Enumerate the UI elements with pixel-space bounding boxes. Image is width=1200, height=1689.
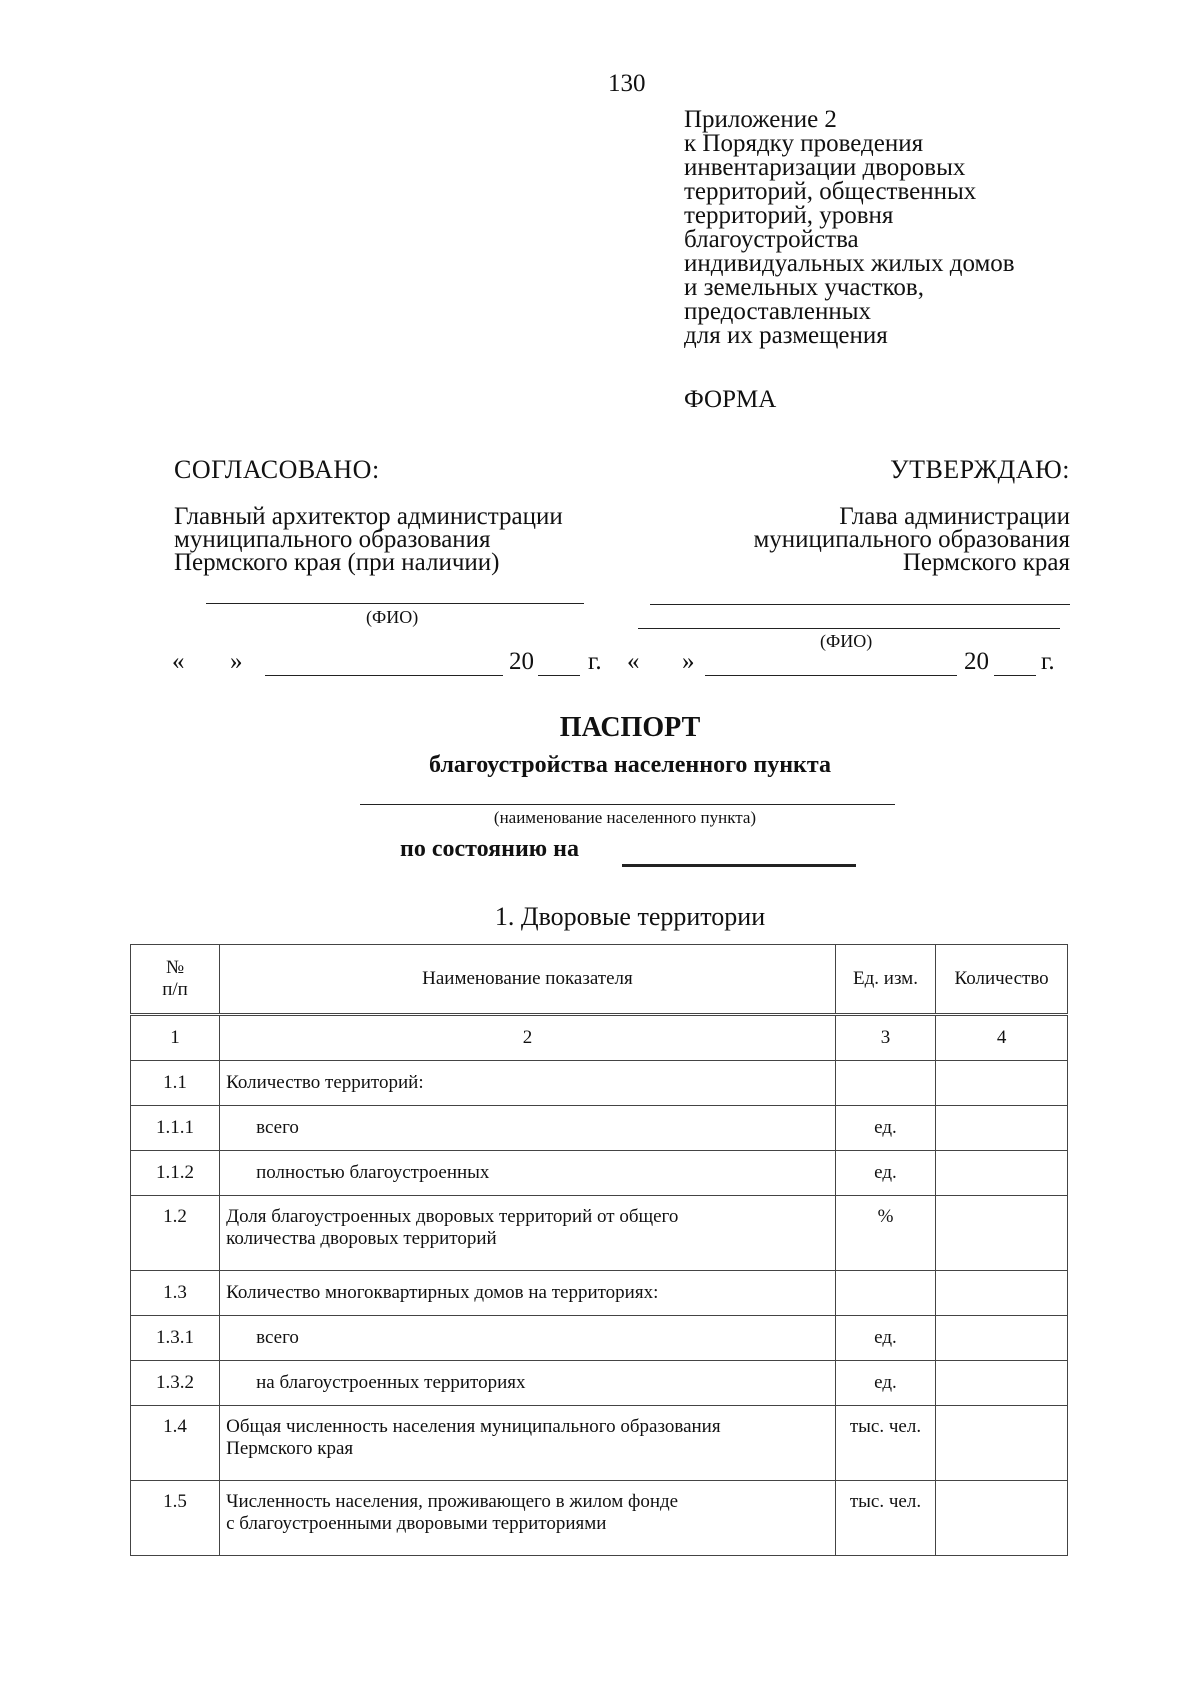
row-quantity-cell[interactable] xyxy=(936,1481,1068,1556)
settlement-name-field[interactable] xyxy=(360,804,895,805)
approved-date-close-quote: » xyxy=(682,648,695,675)
header-quantity: Количество xyxy=(936,945,1068,1015)
appendix-line: территорий, общественных xyxy=(684,178,977,205)
page-number: 130 xyxy=(608,70,646,97)
column-number: 2 xyxy=(220,1015,836,1061)
appendix-line: предоставленных xyxy=(684,298,872,325)
row-quantity-cell[interactable] xyxy=(936,1196,1068,1271)
table-row xyxy=(131,1061,1068,1106)
state-as-of-date-field[interactable] xyxy=(622,864,856,867)
approved-date-open-quote: « xyxy=(627,648,640,675)
approved-date-month-field[interactable] xyxy=(705,675,957,676)
appendix-line: к Порядку проведения xyxy=(684,130,924,157)
row-indicator-line: Численность населения, проживающего в жилом фонде xyxy=(226,1491,679,1512)
row-unit: ед. xyxy=(835,1316,935,1361)
row-indicator-line: Пермского края xyxy=(226,1438,354,1459)
row-number: 1.3.1 xyxy=(131,1316,220,1361)
appendix-header xyxy=(684,108,1015,348)
row-indicator: всего xyxy=(220,1316,836,1361)
row-quantity-cell[interactable] xyxy=(936,1151,1068,1196)
row-quantity-cell[interactable] xyxy=(936,1106,1068,1151)
row-number: 1.2 xyxy=(131,1196,220,1271)
header-indicator-name: Наименование показателя xyxy=(220,945,836,1015)
row-indicator: Количество многоквартирных домов на территориях: xyxy=(220,1271,836,1316)
row-unit: тыс. чел. xyxy=(835,1406,935,1481)
table-row xyxy=(131,1316,1068,1361)
column-number: 1 xyxy=(131,1015,220,1061)
row-indicator-line: с благоустроенными дворовыми территориями xyxy=(226,1513,607,1534)
section-title: 1. Дворовые территории xyxy=(494,902,766,931)
table-header-row xyxy=(131,945,1068,1015)
approved-date-year-field[interactable] xyxy=(994,675,1036,676)
row-number: 1.3 xyxy=(131,1271,220,1316)
agreed-heading: СОГЛАСОВАНО: xyxy=(174,455,380,484)
passport-subtitle: благоустройства населенного пункта xyxy=(429,752,831,778)
approved-heading: УТВЕРЖДАЮ: xyxy=(890,455,1070,484)
table-row xyxy=(131,1481,1068,1556)
row-number: 1.3.2 xyxy=(131,1361,220,1406)
row-unit xyxy=(835,1271,935,1316)
appendix-line: территорий, уровня xyxy=(684,202,894,229)
column-number: 3 xyxy=(835,1015,935,1061)
agreed-date-year-prefix: 20 xyxy=(509,648,534,675)
appendix-line: индивидуальных жилых домов xyxy=(684,250,1015,277)
header-number xyxy=(131,945,220,1015)
agreed-date-year-field[interactable] xyxy=(538,675,580,676)
table-row xyxy=(131,1271,1068,1316)
row-unit: тыс. чел. xyxy=(835,1481,935,1556)
row-unit: ед. xyxy=(835,1106,935,1151)
approved-position xyxy=(753,505,1070,574)
header-unit: Ед. изм. xyxy=(835,945,935,1015)
row-quantity-cell[interactable] xyxy=(936,1406,1068,1481)
table-row xyxy=(131,1196,1068,1271)
agreed-position xyxy=(174,505,563,574)
row-indicator xyxy=(220,1481,836,1556)
appendix-line: благоустройства xyxy=(684,226,859,253)
table-row xyxy=(131,1361,1068,1406)
row-unit: ед. xyxy=(835,1361,935,1406)
row-quantity-cell[interactable] xyxy=(936,1316,1068,1361)
row-indicator: на благоустроенных территориях xyxy=(220,1361,836,1406)
row-indicator xyxy=(220,1406,836,1481)
row-indicator-line: количества дворовых территорий xyxy=(226,1228,497,1249)
agreed-position-line: Главный архитектор администрации xyxy=(174,503,563,530)
row-indicator: полностью благоустроенных xyxy=(220,1151,836,1196)
agreed-position-line: Пермского края (при наличии) xyxy=(174,549,500,576)
approved-signature-line[interactable] xyxy=(650,604,1070,605)
appendix-line: для их размещения xyxy=(684,322,888,349)
agreed-date-close-quote: » xyxy=(230,648,243,675)
row-indicator-line: Общая численность населения муниципального образования xyxy=(226,1416,721,1437)
header-number-line: № xyxy=(165,957,185,978)
form-label: ФОРМА xyxy=(684,386,777,413)
agreed-fio-caption: (ФИО) xyxy=(366,607,419,627)
agreed-date-open-quote: « xyxy=(172,648,185,675)
table-row xyxy=(131,1406,1068,1481)
approved-position-line: Глава администрации xyxy=(839,503,1070,530)
row-quantity-cell[interactable] xyxy=(936,1361,1068,1406)
agreed-signature-line[interactable] xyxy=(206,603,584,604)
yard-territories-table xyxy=(130,944,1068,1556)
approved-fio-caption: (ФИО) xyxy=(820,631,873,651)
row-number: 1.5 xyxy=(131,1481,220,1556)
column-number: 4 xyxy=(936,1015,1068,1061)
header-number-line: п/п xyxy=(162,979,188,1000)
appendix-line: Приложение 2 xyxy=(684,106,837,133)
column-number-row xyxy=(131,1015,1068,1061)
row-indicator: Количество территорий: xyxy=(220,1061,836,1106)
row-unit: ед. xyxy=(835,1151,935,1196)
approved-date-year-suffix: г. xyxy=(1041,648,1055,675)
row-unit xyxy=(835,1061,935,1106)
row-unit: % xyxy=(835,1196,935,1271)
row-indicator xyxy=(220,1196,836,1271)
state-as-of-label: по состоянию на xyxy=(400,836,579,862)
table-row xyxy=(131,1106,1068,1151)
agreed-date-month-field[interactable] xyxy=(265,675,503,676)
row-number: 1.4 xyxy=(131,1406,220,1481)
row-number: 1.1 xyxy=(131,1061,220,1106)
approved-position-line: муниципального образования xyxy=(753,526,1070,553)
agreed-position-line: муниципального образования xyxy=(174,526,491,553)
approved-date-year-prefix: 20 xyxy=(964,648,989,675)
row-indicator: всего xyxy=(220,1106,836,1151)
passport-title: ПАСПОРТ xyxy=(559,712,701,743)
settlement-name-caption: (наименование населенного пункта) xyxy=(493,808,757,827)
row-number: 1.1.2 xyxy=(131,1151,220,1196)
row-indicator-line: Доля благоустроенных дворовых территорий от общего xyxy=(226,1206,679,1227)
table-row xyxy=(131,1151,1068,1196)
approved-position-line: Пермского края xyxy=(902,549,1070,576)
agreed-date-year-suffix: г. xyxy=(588,648,602,675)
appendix-line: инвентаризации дворовых xyxy=(684,154,966,181)
approved-fio-line[interactable] xyxy=(638,628,1060,629)
row-quantity-cell[interactable] xyxy=(936,1061,1068,1106)
appendix-line: и земельных участков, xyxy=(684,274,924,301)
row-number: 1.1.1 xyxy=(131,1106,220,1151)
row-quantity-cell[interactable] xyxy=(936,1271,1068,1316)
